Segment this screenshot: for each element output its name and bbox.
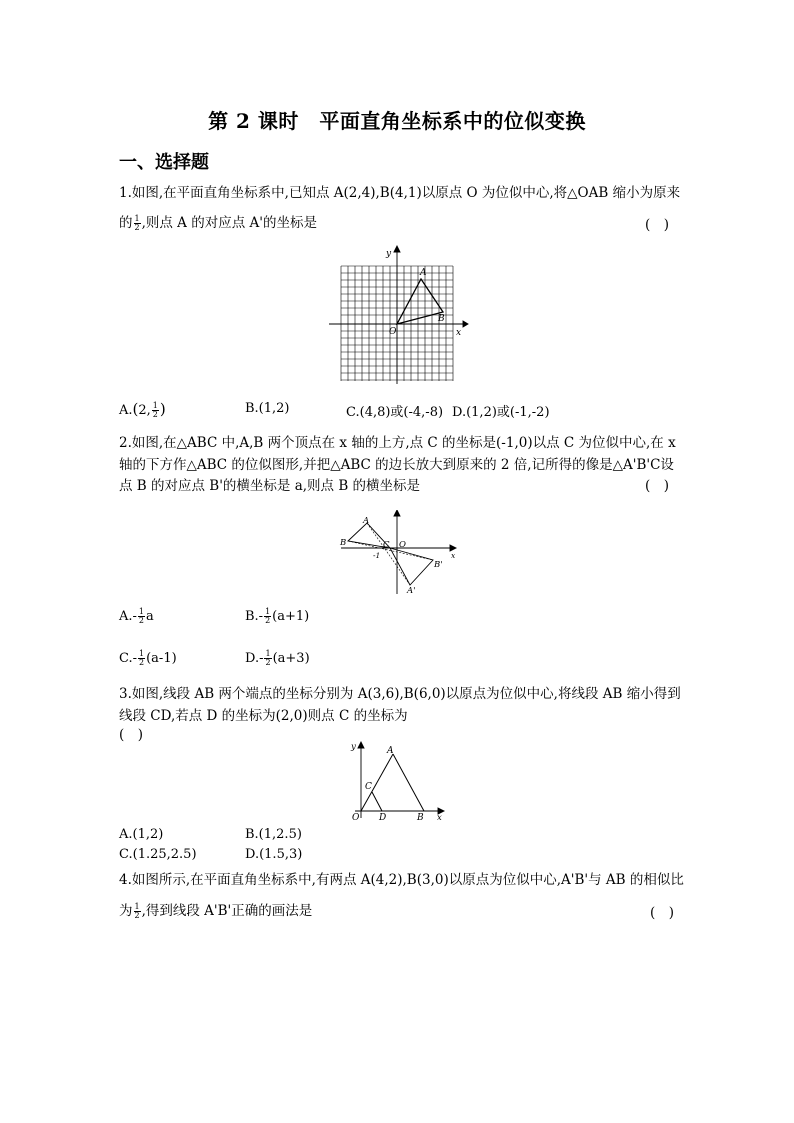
q2-opt-a-pre: A.-: [119, 609, 137, 624]
q2-option-d: [245, 650, 310, 667]
q3-figure: [345, 740, 450, 822]
q2-label-c: C: [383, 540, 390, 550]
q3-label-a: A: [387, 746, 394, 756]
q2-figure: [337, 510, 462, 595]
q1-label-o: O: [389, 327, 397, 337]
q3-line1: 3.如图,线段 AB 两个端点的坐标分别为 A(3,6),B(6,0)以原点为位似中心,将线段 AB 缩小得到: [119, 686, 681, 702]
q1-frac-den: 2: [134, 223, 140, 232]
q2-opt-a-post: a: [146, 609, 154, 624]
q3-option-d: D.(1.5,3): [245, 847, 303, 862]
q2-opt-c-pre: C.-: [119, 651, 138, 666]
q2-option-a: [119, 608, 154, 625]
q2-opt-a-frac: [138, 608, 145, 625]
q1-label-x: x: [456, 328, 462, 338]
q4-frac-den: 2: [134, 911, 140, 920]
q2-opt-b-post: (a+1): [272, 609, 310, 624]
q1-option-d: D.(1,2)或(-1,-2): [452, 405, 550, 420]
q1-label-y: y: [386, 249, 392, 259]
q1-opt-a-frac-den: 2: [152, 410, 158, 419]
q3-label-c: C: [365, 782, 372, 792]
q1-figure: [325, 244, 470, 384]
q2-opt-d-frac-den: 2: [265, 658, 271, 667]
q2-opt-d-frac-num: 1: [265, 649, 271, 658]
q2-label-a: A: [363, 516, 370, 526]
q2-label-bprime: B': [434, 560, 443, 570]
q3-label-x: x: [437, 813, 442, 822]
q1-option-b: B.(1,2): [245, 401, 290, 416]
q3-segment-ab: [393, 754, 424, 811]
q2-label-b: B: [340, 538, 347, 548]
q2-axes: [341, 510, 456, 594]
q2-label-o: O: [399, 540, 406, 550]
q4-line2-post: ,得到线段 A'B'正确的画法是: [141, 903, 313, 919]
q1-line2-post: ,则点 A 的对应点 A'的坐标是: [141, 215, 317, 231]
q2-opt-c-frac-den: 2: [139, 658, 145, 667]
q3-option-a: A.(1,2): [119, 827, 164, 842]
q2-opt-d-post: (a+3): [272, 651, 310, 666]
q2-triangle-apbpc: [390, 548, 433, 585]
q4-line1: 4.如图所示,在平面直角坐标系中,有两点 A(4,2),B(3,0)以原点为位似中心,A'B'与 AB 的相似比: [119, 872, 684, 888]
q3-option-b: B.(1,2.5): [245, 827, 302, 842]
q1-frac-num: 1: [134, 214, 140, 223]
q3-line2: 线段 CD,若点 D 的坐标为(2,0)则点 C 的坐标为: [119, 708, 408, 724]
q2-option-c: [119, 650, 177, 667]
q2-option-b: [245, 608, 309, 625]
q1-label-a: A: [420, 268, 427, 278]
q2-opt-d-frac: [264, 650, 271, 667]
q3-axes: [355, 742, 444, 818]
q3-label-d: D: [379, 813, 387, 822]
q2-opt-a-frac-den: 2: [138, 616, 145, 625]
q2-opt-b-frac-den: 2: [265, 616, 271, 625]
q3-label-o: O: [352, 813, 360, 822]
q2-line3: 点 B 的对应点 B'的横坐标是 a,则点 B 的横坐标是: [119, 478, 421, 494]
q1-opt-a-pre: A.: [119, 403, 133, 418]
q2-opt-c-frac-num: 1: [139, 649, 145, 658]
q3-label-y: y: [351, 742, 356, 752]
q1-label-b: B: [438, 314, 445, 324]
q2-opt-c-post: (a-1): [146, 651, 177, 666]
q4-line2-pre: 为: [119, 903, 133, 919]
q1-answer-paren: ( ): [645, 217, 670, 233]
q2-line1: 2.如图,在△ABC 中,A,B 两个顶点在 x 轴的上方,点 C 的坐标是(-1,0)以点 C 为位似中心,在 x: [119, 435, 676, 451]
q1-opt-a-frac: [152, 402, 159, 419]
q1-option-c: C.(4,8)或(-4,-8): [346, 405, 444, 420]
q4-frac-num: 1: [134, 902, 140, 911]
q4-line2: [119, 899, 312, 920]
q1-line2-pre: 的: [119, 215, 133, 231]
q3-label-b: B: [417, 813, 424, 822]
q2-opt-d-pre: D.-: [245, 651, 264, 666]
q1-fraction: [134, 215, 141, 232]
q3-answer-paren: ( ): [119, 727, 144, 743]
q2-label-aprime: A': [407, 586, 416, 595]
q4-fraction: [134, 903, 141, 920]
page-title: 第 2 课时 平面直角坐标系中的位似变换: [208, 109, 586, 133]
q2-opt-b-frac-num: 1: [265, 607, 271, 616]
q2-opt-a-frac-num: 1: [138, 607, 145, 616]
q4-answer-paren: ( ): [650, 905, 675, 921]
q1-line2: [119, 211, 317, 232]
q1-opt-a-frac-num: 1: [152, 401, 158, 410]
section-heading: 一、选择题: [119, 152, 209, 173]
q2-label-x: x: [451, 551, 456, 560]
q3-segment-cd: [372, 792, 382, 811]
q1-option-a: A.(2, $\frac{1}{2}$ ): [119, 400, 166, 419]
q2-ray-bbp: [348, 541, 433, 560]
q1-line1: 1.如图,在平面直角坐标系中,已知点 A(2,4),B(4,1)以原点 O 为位似中心,将△OAB 缩小为原来: [119, 185, 681, 201]
q3-option-c: C.(1.25,2.5): [119, 847, 197, 862]
q2-line2: 轴的下方作△ABC 的位似图形,并把△ABC 的边长放大到原来的 2 倍,记所得的像是△A'B'C设: [119, 457, 674, 473]
q2-opt-c-frac: [138, 650, 145, 667]
q2-opt-b-frac: [264, 608, 271, 625]
q2-label-minus1: -1: [373, 551, 381, 560]
q2-opt-b-pre: B.-: [245, 609, 264, 624]
q1-opt-a-x: 2,: [138, 403, 151, 418]
q2-answer-paren: ( ): [645, 478, 670, 494]
